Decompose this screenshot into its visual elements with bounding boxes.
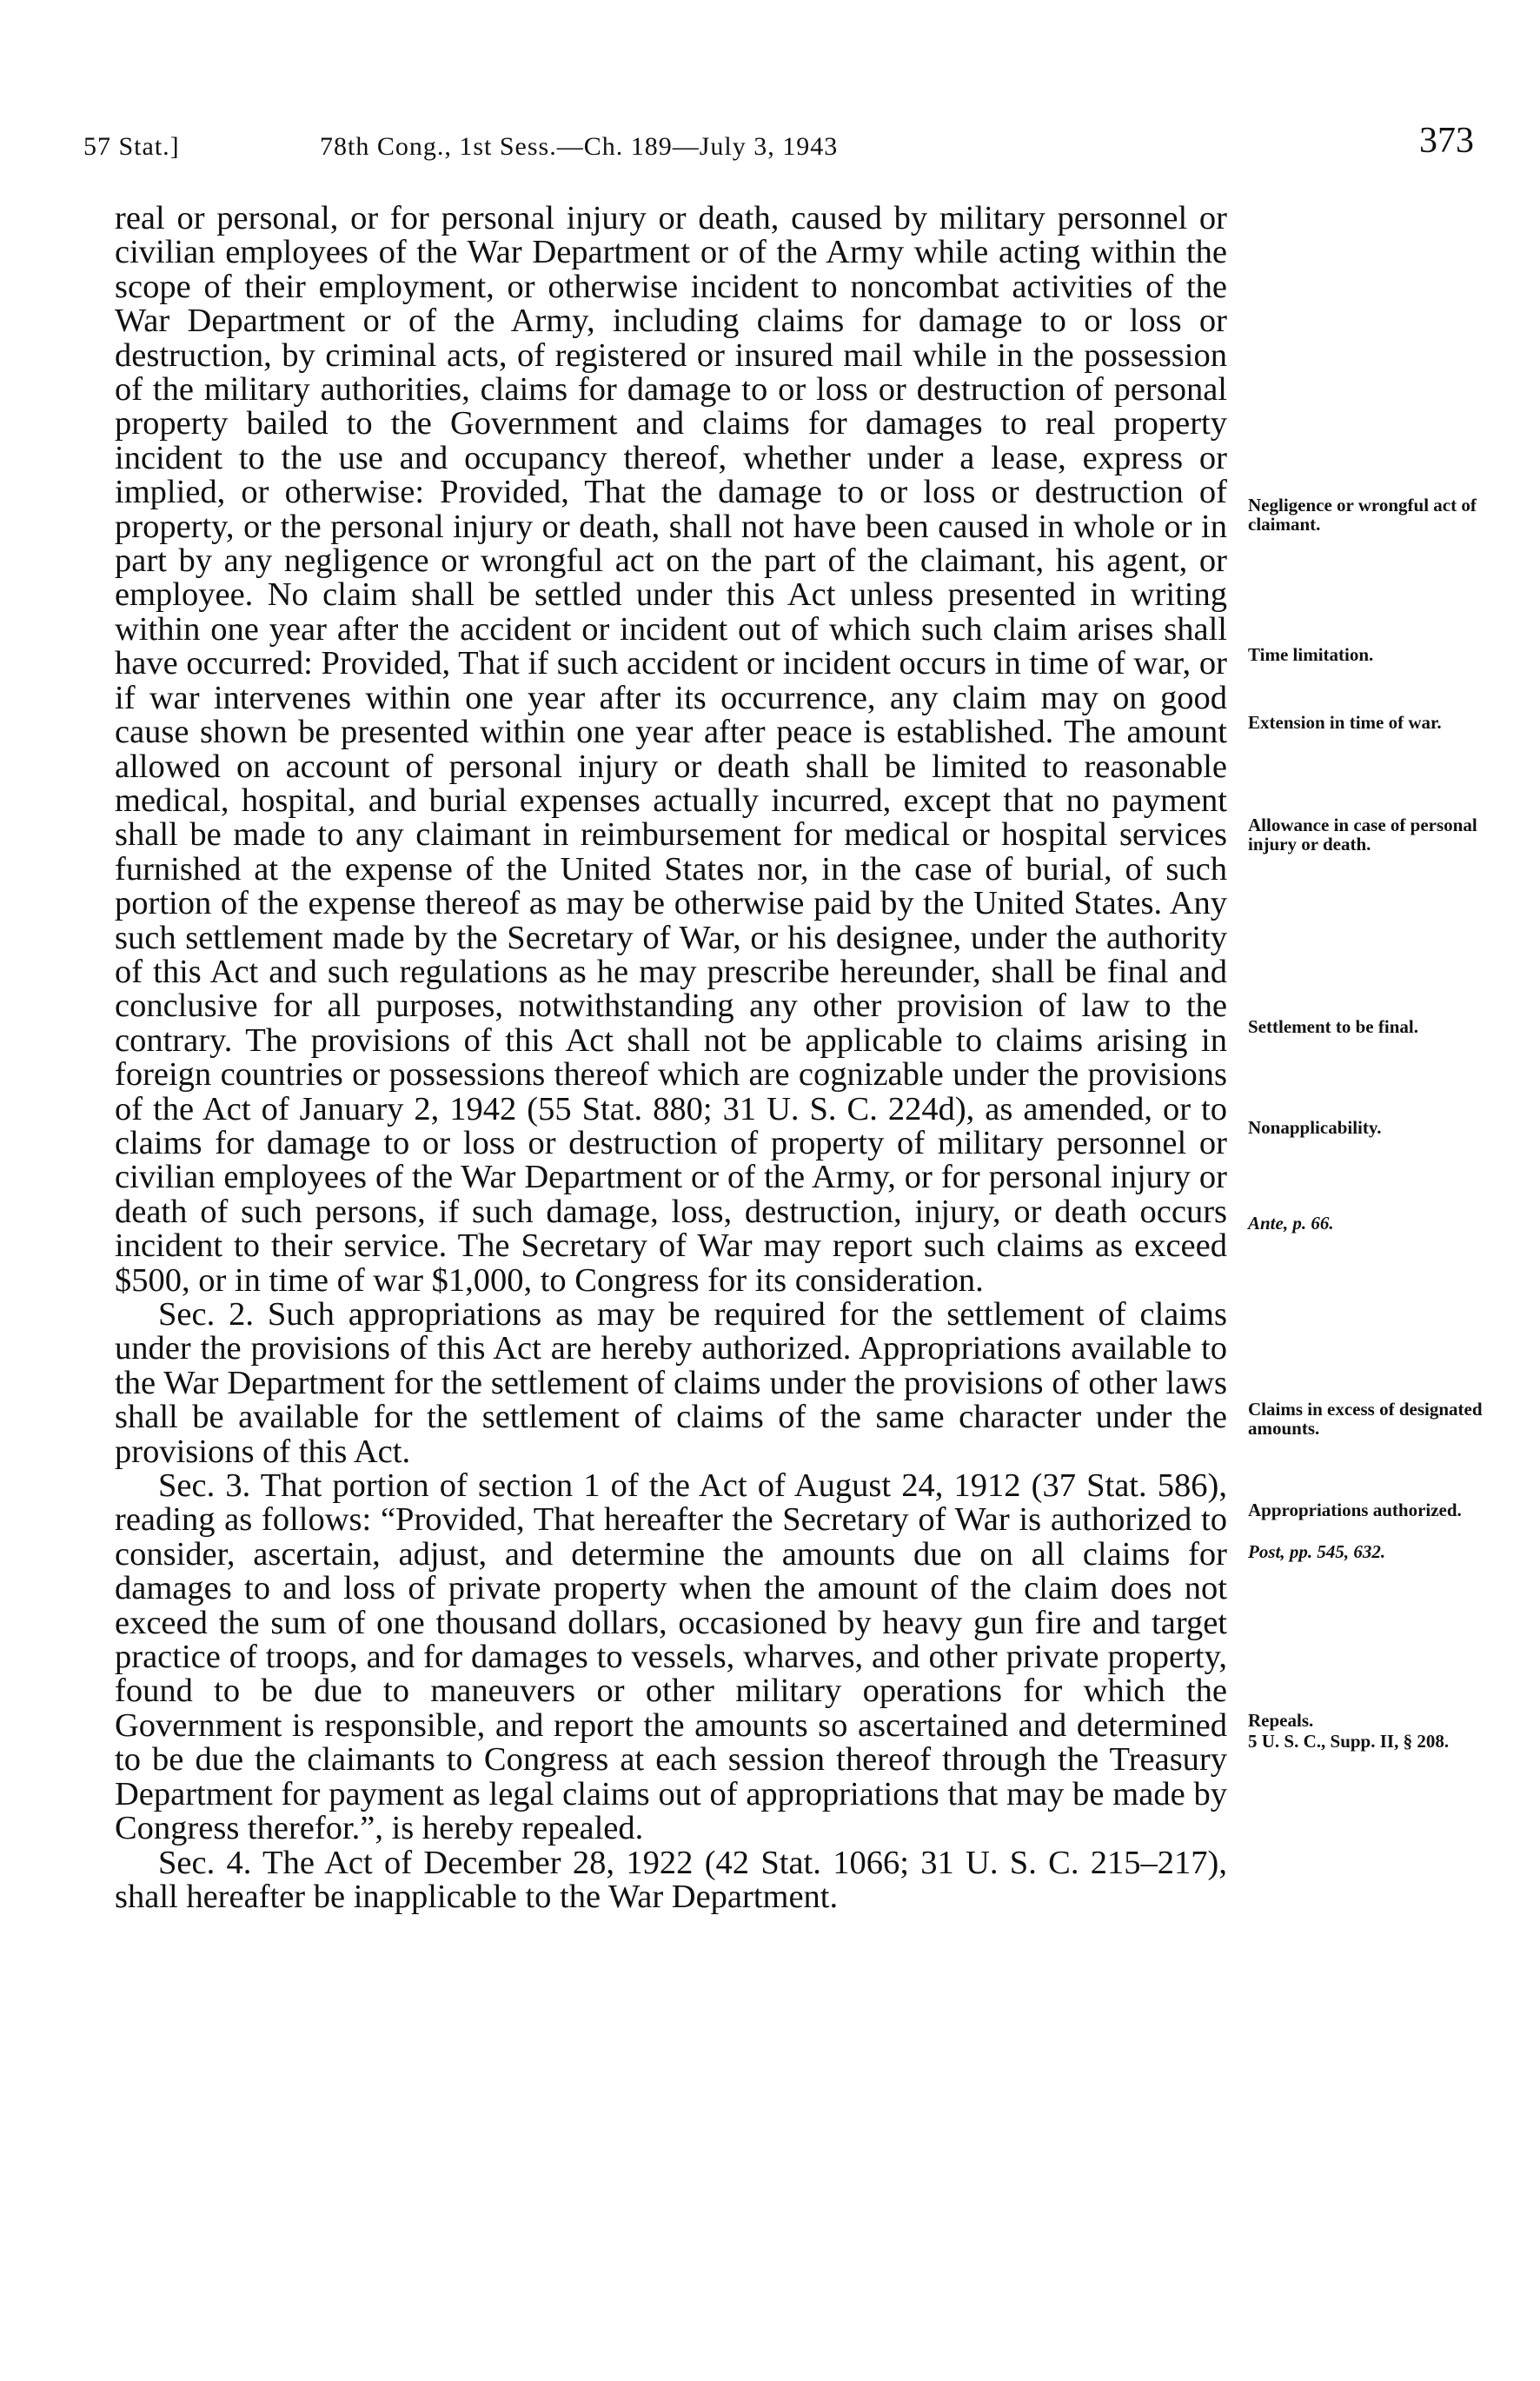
statute-reference: 57 Stat.] xyxy=(83,132,180,161)
margin-note-claims-excess: Claims in excess of designated amounts. xyxy=(1248,1399,1483,1439)
statute-body xyxy=(115,202,1227,1914)
margin-note-ante-reference: Ante, p. 66. xyxy=(1248,1213,1334,1234)
section-2: Sec. 2. Such appropriations as may be required for the settlement of claims under the provisions of this Act are hereby authorized. Appropriations available to the War Department for the settlement of claims under the provisions of other laws shall be available for the settlement of claims of the same character under the provisions of this Act. xyxy=(115,1296,1227,1470)
margin-note-nonapplicability: Nonapplicability. xyxy=(1248,1117,1382,1138)
margin-note-time-limitation: Time limitation. xyxy=(1248,644,1374,665)
running-header xyxy=(83,120,1474,172)
margin-note-extension-war: Extension in time of war. xyxy=(1248,712,1442,733)
margin-note-post-reference: Post, pp. 545, 632. xyxy=(1248,1541,1386,1562)
page-number: 373 xyxy=(1419,121,1474,161)
congress-session-chapter-date: 78th Cong., 1st Sess.—Ch. 189—July 3, 1943 xyxy=(320,132,839,161)
margin-note-settlement-final: Settlement to be final. xyxy=(1248,1016,1418,1037)
section-3: Sec. 3. That portion of section 1 of the Act of August 24, 1912 (37 Stat. 586), reading as follows: “Provided, That hereafter the Secretary of War is authorized to consider, ascertain, adjust, and determine the amounts due on all claims for damages to and loss of private property when the amount of the claim does not exceed the sum of one thousand dollars, occasioned by heavy gun fire and target practice of troops, and for damages to vessels, wharves, and other private property, found to be due to maneuvers or other military operations for which the Government is responsible, and report the amounts so ascertained and determined to be due the claimants to Congress at each session thereof through the Treasury Department for payment as legal claims out of appropriations that may be made by Congress therefor.”, is hereby repealed. xyxy=(115,1467,1227,1847)
margin-note-usc-citation: 5 U. S. C., Supp. II, § 208. xyxy=(1248,1731,1450,1752)
margin-note-repeals: Repeals. xyxy=(1248,1710,1314,1731)
section-4: Sec. 4. The Act of December 28, 1922 (42 Stat. 1066; 31 U. S. C. 215–217), shall hereafter be inapplicable to the War Department. xyxy=(115,1844,1227,1915)
margin-note-appropriations: Appropriations authorized. xyxy=(1248,1500,1462,1520)
section-1-continuation: real or personal, or for personal injury or death, caused by military personnel or civilian employees of the War Department or of the Army while acting within the scope of their employment, or otherwise incident to noncombat activities of the War Department or of the Army, including claims for damage to or loss or destruction, by criminal acts, of registered or insured mail while in the possession of the military authorities, claims for damage to or loss or destruction of personal property bailed to the Government and claims for damages to real property incident to the use and occupancy thereof, whether under a lease, express or implied, or otherwise: Provided, That the damage to or loss or destruction of property, or the personal injury or death, shall not have been caused in whole or in part by any negligence or wrongful act on the part of the claimant, his agent, or employee. No claim shall be settled under this Act unless presented in writing within one year after the accident or incident out of which such claim arises shall have occurred: Provided, That if such accident or incident occurs in time of war, or if war intervenes within one year after its occurrence, any claim may on good cause shown be presented within one year after peace is established. The amount allowed on account of personal injury or death shall be limited to reasonable medical, hospital, and burial expenses actually incurred, except that no payment shall be made to any claimant in reimbursement for medical or hospital services furnished at the expense of the United States nor, in the case of burial, of such portion of the expense thereof as may be otherwise paid by the United States. Any such settlement made by the Secretary of War, or his designee, under the authority of this Act and such regulations as he may prescribe hereunder, shall be final and conclusive for all purposes, notwithstanding any other provision of law to the contrary. The provisions of this Act shall not be applicable to claims arising in foreign countries or possessions thereof which are cognizable under the provisions of the Act of January 2, 1942 (55 Stat. 880; 31 U. S. C. 224d), as amended, or to claims for damage to or loss or destruction of property of military personnel or civilian employees of the War Department or of the Army, or for personal injury or death of such persons, if such damage, loss, destruction, injury, or death occurs incident to their service. The Secretary of War may report such claims as exceed $500, or in time of war $1,000, to Congress for its consideration. xyxy=(115,200,1227,1299)
margin-note-allowance: Allowance in case of personal injury or death. xyxy=(1248,815,1477,855)
margin-note-negligence: Negligence or wrongful act of claimant. xyxy=(1248,495,1477,535)
